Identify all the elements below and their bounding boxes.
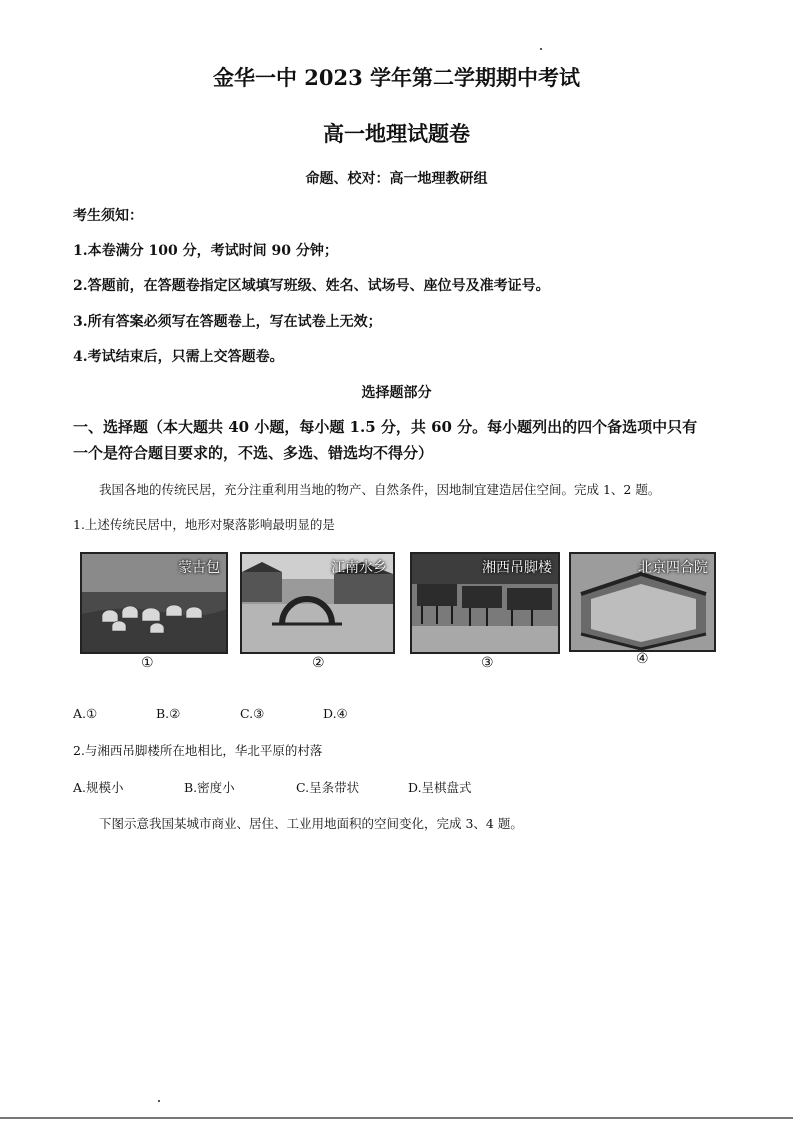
notice-heading: 考生须知： [73, 208, 143, 224]
q2-option-a: A.规模小 [73, 780, 124, 795]
exam-subtitle: 高一地理试题卷 [323, 121, 470, 146]
notice-item-4: 4.考试结束后，只需上交答题卷。 [73, 349, 284, 365]
question-2-stem: 2.与湘西吊脚楼所在地相比，华北平原的村落 [73, 743, 323, 758]
section-title: 选择题部分 [361, 385, 432, 401]
photo-number-3: ③ [481, 655, 494, 671]
q1-option-a: A.① [73, 706, 98, 721]
q2-option-c: C.呈条带状 [296, 780, 360, 795]
question-1-stem: 1.上述传统民居中，地形对聚落影响最明显的是 [73, 517, 335, 532]
part-instructions-line1: 一、选择题（本大题共 40 小题，每小题 1.5 分，共 60 分。每小题列出的四个备选项中只有 [73, 418, 698, 436]
author-line: 命题、校对：高一地理教研组 [305, 171, 488, 187]
q2-option-b: B.密度小 [184, 780, 235, 795]
scan-speck [540, 48, 542, 50]
q1-option-c: C.③ [240, 706, 265, 721]
photo-caption-3: 湘西吊脚楼 [482, 560, 552, 576]
q2-option-d: D.呈棋盘式 [408, 780, 472, 795]
q1-option-d: D.④ [323, 706, 348, 721]
photo-number-2: ② [312, 655, 325, 671]
photo-jiangnan-water-town [240, 552, 395, 654]
scan-speck [158, 1100, 160, 1102]
q1-option-b: B.② [156, 706, 181, 721]
page-bottom-border [0, 1117, 793, 1119]
notice-item-2: 2.答题前，在答题卷指定区域填写班级、姓名、试场号、座位号及准考证号。 [73, 278, 550, 294]
photo-xiangxi-stilt-house [410, 552, 560, 654]
part-instructions-line2: 一个是符合题目要求的，不选、多选、错选均不得分） [73, 444, 434, 462]
exam-title: 金华一中 2023 学年第二学期期中考试 [212, 65, 581, 90]
intro-q1-q2: 我国各地的传统民居，充分注重利用当地的物产、自然条件，因地制宜建造居住空间。完成 1、2 题。 [99, 482, 661, 497]
photo-number-4: ④ [636, 651, 649, 667]
notice-item-1: 1.本卷满分 100 分，考试时间 90 分钟； [73, 243, 338, 259]
photo-number-1: ① [141, 655, 154, 671]
notice-item-3: 3.所有答案必须写在答题卷上，写在试卷上无效； [73, 314, 382, 330]
photo-caption-1: 蒙古包 [178, 560, 220, 576]
photo-beijing-siheyuan [569, 552, 716, 652]
intro-q3-q4: 下图示意我国某城市商业、居住、工业用地面积的空间变化，完成 3、4 题。 [99, 816, 523, 831]
photo-caption-2: 江南水乡 [331, 560, 387, 576]
photo-caption-4: 北京四合院 [638, 560, 708, 576]
photo-mongolian-yurt [80, 552, 228, 654]
